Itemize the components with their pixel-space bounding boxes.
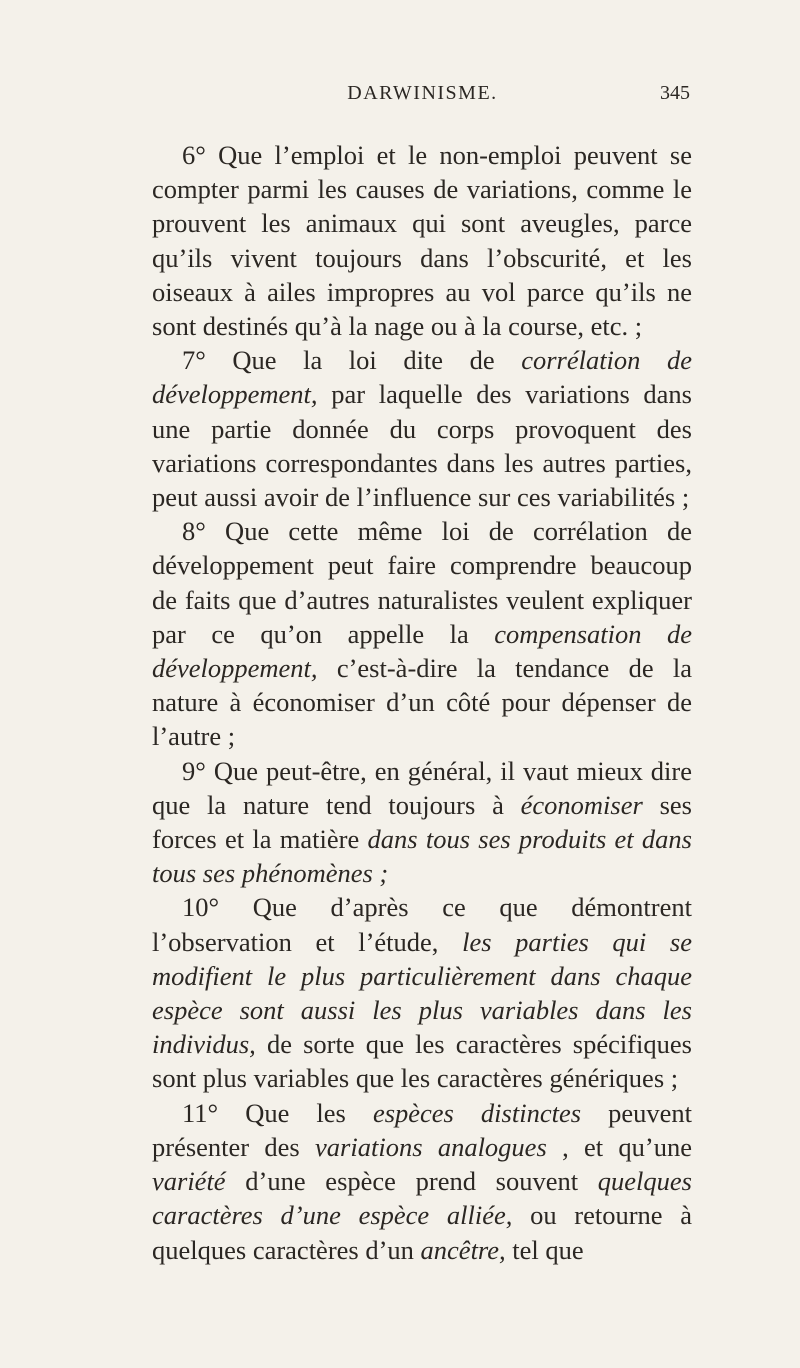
text-run: 8° Que cette même loi de corrélation de développement peut faire comprendre beaucoup de faits que d’autres naturalistes veulent expliquer par ce qu’on appelle la — [152, 516, 692, 649]
page-header — [155, 82, 690, 112]
paragraph-7 — [152, 343, 692, 514]
text-run: 10° Que d’après ce que démontrent l’observation et l’étude, — [152, 892, 692, 957]
paragraph-8 — [152, 514, 692, 753]
text-run: , et qu’une — [546, 1131, 693, 1162]
text-run: 9° Que peut-être, en général, il vaut mieux dire que la nature tend toujours à — [152, 755, 692, 820]
text-run: tel que — [505, 1234, 584, 1265]
italic-run: corrélation de développement, — [152, 345, 692, 410]
paragraph-11 — [152, 1096, 692, 1267]
paragraph-9 — [152, 754, 692, 891]
text-run: c’est-à-dire la tendance de la nature à économiser d’un côté pour dépenser de l’autre ; — [152, 653, 692, 752]
italic-run: quelques caractères d’une espèce alliée, — [152, 1166, 692, 1231]
text-run: d’une espèce prend souvent — [225, 1166, 598, 1197]
text-run: ou retourne à quelques caractères d’un — [152, 1200, 692, 1265]
italic-run: économiser — [520, 789, 643, 820]
text-run: par laquelle des variations dans une partie donnée du corps provoquent des variations correspondantes dans les autres parties, peut aussi avoir de l’influence sur ces variabilités ; — [152, 379, 692, 513]
text-run: de sorte que les caractères spécifiques sont plus variables que les caractères génériques ; — [152, 1029, 692, 1094]
text-run: ses forces et la matière — [152, 789, 692, 855]
text-run: 6° Que l’emploi et le non-emploi peuvent se compter parmi les causes de variations, comme le prouvent les animaux qui sont aveugles, parce qu’ils vivent toujours dans l’obscurité, et les oiseaux à ailes impropres au vol parce qu’ils ne sont destinés qu’à la nage ou à la course, etc. ; — [152, 140, 692, 342]
italic-run: compensation de développement, — [152, 618, 693, 684]
paragraph-6 — [152, 138, 692, 343]
italic-run: variations analogues — [315, 1131, 547, 1162]
italic-run: variété — [152, 1166, 226, 1197]
running-head: DARWINISME. — [347, 82, 498, 104]
body-text — [152, 138, 692, 1267]
text-run: 11° Que les — [182, 1097, 373, 1128]
text-run: peuvent présenter des — [152, 1097, 693, 1162]
italic-run: dans tous ses produits et dans tous ses phénomènes ; — [152, 824, 692, 889]
italic-run: espèces distinctes — [372, 1097, 582, 1128]
page-number: 345 — [660, 82, 690, 104]
italic-run: les parties qui se modifient le plus particulièrement dans chaque espèce sont aussi les plus variables dans les individus, — [152, 926, 692, 1060]
italic-run: ancêtre, — [420, 1234, 506, 1265]
paragraph-10 — [152, 890, 692, 1095]
text-run: 7° Que la loi dite de — [182, 345, 522, 376]
